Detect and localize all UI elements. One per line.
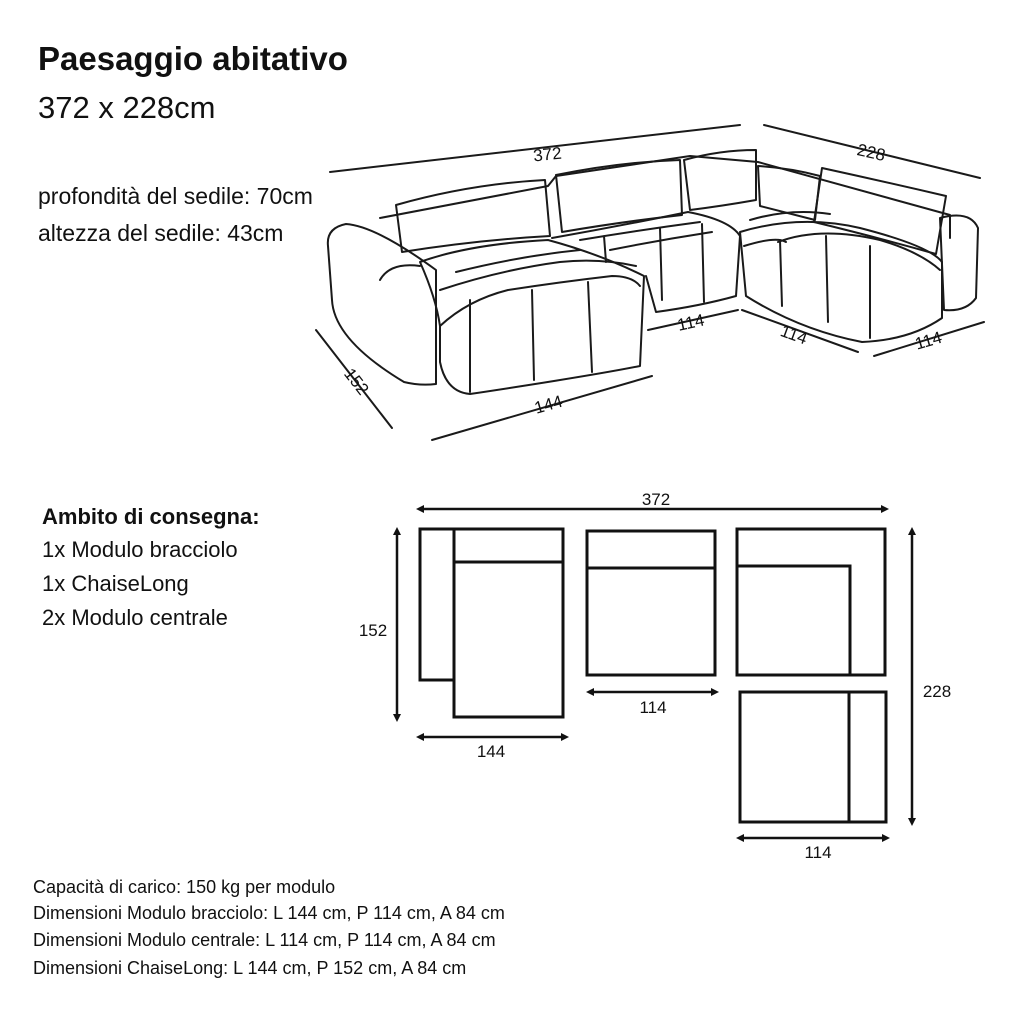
dim-label-corner-front: 114 (912, 327, 945, 354)
dim-label-width: 372 (532, 143, 563, 166)
armrest-module-arm (420, 529, 454, 680)
delivery-item: 1x ChaiseLong (42, 571, 189, 596)
center-module-dimensions: Dimensioni Modulo centrale: L 114 cm, P 114 cm, A 84 cm (33, 930, 496, 950)
seat-depth-spec: profondità del sedile: 70cm (38, 183, 313, 209)
center-module-rotated (740, 692, 886, 822)
delivery-item: 1x Modulo bracciolo (42, 537, 238, 562)
delivery-item: 2x Modulo centrale (42, 605, 228, 630)
dim-label-center: 114 (675, 310, 707, 335)
seat-height-spec: altezza del sedile: 43cm (38, 220, 284, 246)
delivery-heading: Ambito di consegna: (42, 504, 260, 529)
corner-module (737, 529, 885, 675)
plan-chaise-depth-label: 152 (358, 621, 388, 640)
dim-label-depth: 228 (855, 140, 888, 166)
center-module (587, 531, 715, 675)
page-title: Paesaggio abitativo (38, 40, 348, 77)
chaise-dimensions: Dimensioni ChaiseLong: L 144 cm, P 152 cm, A 84 cm (33, 958, 467, 978)
dim-label-chaise-width: 144 (532, 391, 565, 418)
corner-back-line (737, 566, 850, 675)
plan-center-width-label: 114 (639, 698, 667, 717)
page-subtitle: 372 x 228cm (38, 90, 216, 125)
dim-label-corner-side: 114 (777, 321, 810, 349)
armrest-module-dimensions: Dimensioni Modulo bracciolo: L 144 cm, P 114 cm, A 84 cm (33, 903, 505, 923)
load-capacity-note: Capacità di carico: 150 kg per modulo (33, 877, 336, 897)
chaise-module (454, 529, 563, 717)
plan-depth-label: 228 (922, 682, 952, 701)
plan-corner-width-label: 114 (804, 843, 832, 862)
plan-width-label: 372 (641, 490, 671, 509)
dim-label-chaise-depth: 152 (340, 364, 373, 399)
plan-chaise-width-label: 144 (476, 742, 506, 761)
